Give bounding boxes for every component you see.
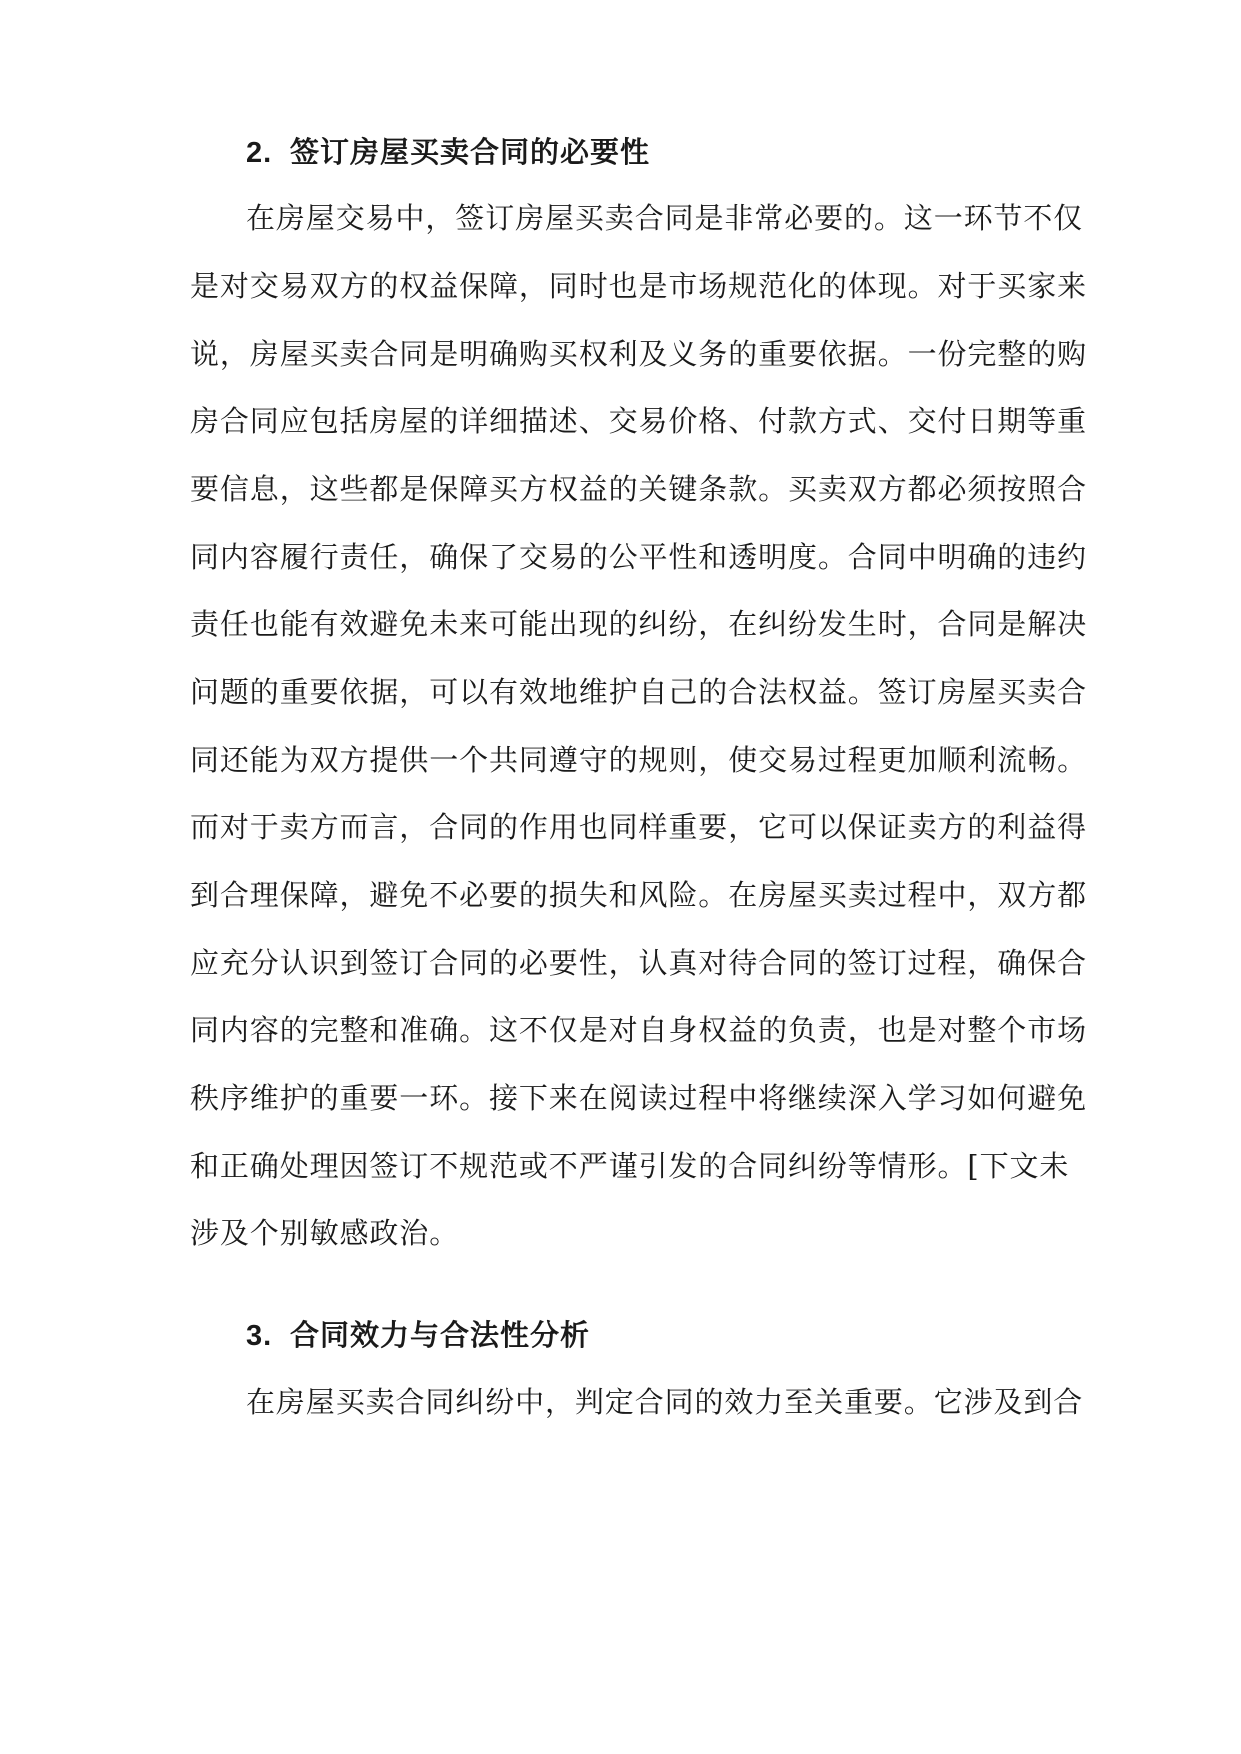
section-2-line: 到合理保障，避免不必要的损失和风险。在房屋买卖过程中，双方都 <box>190 878 1088 912</box>
section-2-line: 同还能为双方提供一个共同遵守的规则，使交易过程更加顺利流畅。 <box>190 743 1088 777</box>
section-2-line: 说，房屋买卖合同是明确购买权利及义务的重要依据。一份完整的购 <box>190 337 1088 371</box>
section-2-line: 而对于卖方而言，合同的作用也同样重要，它可以保证卖方的利益得 <box>190 810 1088 844</box>
section-2-title: 签订房屋买卖合同的必要性 <box>290 135 651 169</box>
section-2-line: 在房屋交易中，签订房屋买卖合同是非常必要的。这一环节不仅 <box>246 201 1084 235</box>
section-2-line: 责任也能有效避免未来可能出现的纠纷，在纠纷发生时，合同是解决 <box>190 607 1088 641</box>
section-2-line: 问题的重要依据，可以有效地维护自己的合法权益。签订房屋买卖合 <box>190 675 1088 709</box>
section-2-line: 涉及个别敏感政治。 <box>190 1216 460 1250</box>
section-2-line: 是对交易双方的权益保障，同时也是市场规范化的体现。对于买家来 <box>190 269 1088 303</box>
section-3-title: 合同效力与合法性分析 <box>290 1318 591 1352</box>
section-2-line: 应充分认识到签订合同的必要性，认真对待合同的签订过程，确保合 <box>190 946 1088 980</box>
section-2-line: 同内容履行责任，确保了交易的公平性和透明度。合同中明确的违约 <box>190 540 1088 574</box>
section-2-heading <box>246 134 650 171</box>
section-3-line: 在房屋买卖合同纠纷中，判定合同的效力至关重要。它涉及到合 <box>246 1385 1084 1419</box>
section-3-number: 3. <box>246 1320 273 1352</box>
section-2-number: 2. <box>246 137 273 169</box>
section-2-line: 要信息，这些都是保障买方权益的关键条款。买卖双方都必须按照合 <box>190 472 1088 506</box>
section-2-line: 秩序维护的重要一环。接下来在阅读过程中将继续深入学习如何避免 <box>190 1081 1088 1115</box>
section-3-heading <box>246 1317 590 1354</box>
section-2-line: 和正确处理因签订不规范或不严谨引发的合同纠纷等情形。[下文未 <box>190 1149 1070 1183</box>
section-2-line: 房合同应包括房屋的详细描述、交易价格、付款方式、交付日期等重 <box>190 404 1088 438</box>
section-2-line: 同内容的完整和准确。这不仅是对自身权益的负责，也是对整个市场 <box>190 1013 1088 1047</box>
